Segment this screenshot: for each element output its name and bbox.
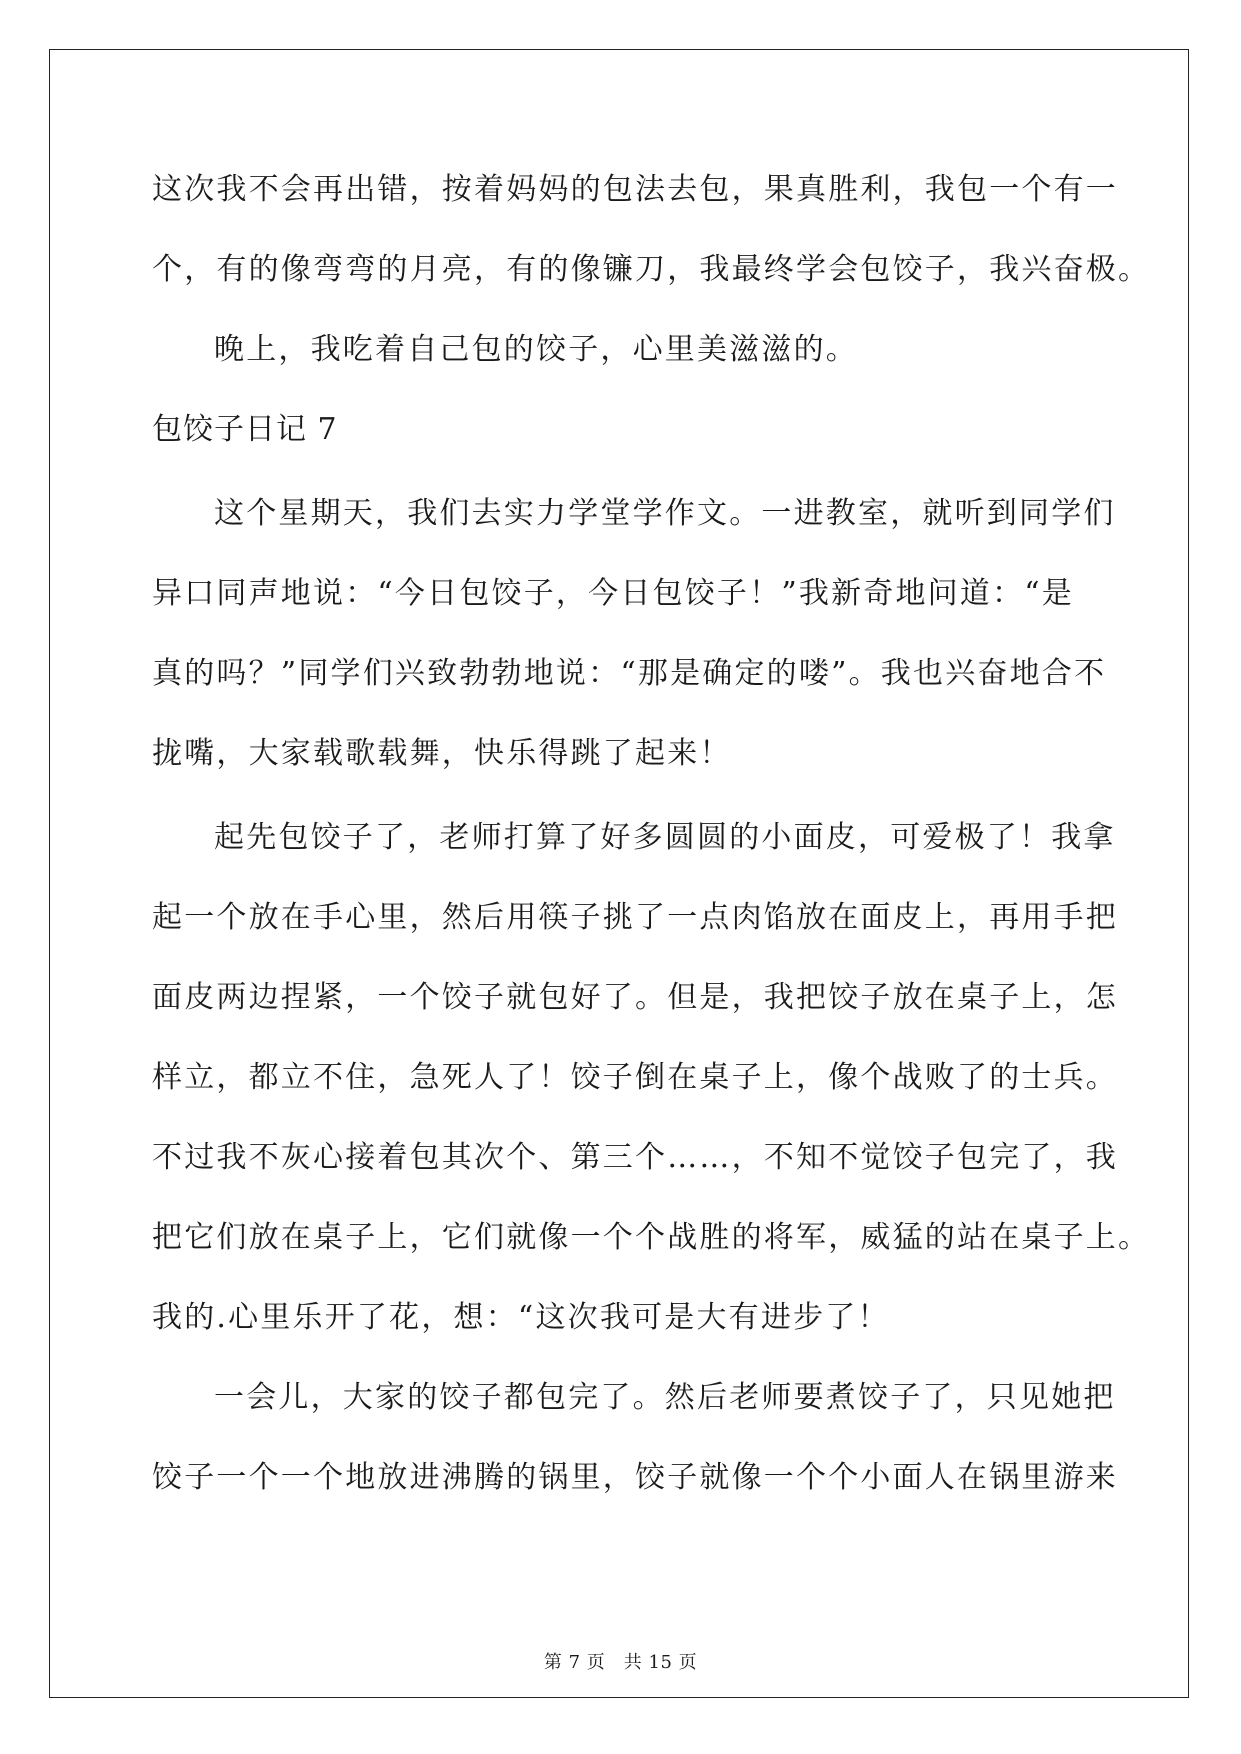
paragraph-line: 这个星期天，我们去实力学堂学作文。一进教室，就听到同学们 (214, 496, 1116, 531)
paragraph-line: 个，有的像弯弯的月亮，有的像镰刀，我最终学会包饺子，我兴奋极。 (152, 252, 1151, 287)
paragraph-line: 拢嘴，大家载歌载舞，快乐得跳了起来！ (152, 736, 732, 771)
paragraph-line: 真的吗？”同学们兴致勃勃地说：“那是确定的喽”。我也兴奋地合不 (152, 656, 1107, 691)
paragraph-line: 这次我不会再出错，按着妈妈的包法去包，果真胜利，我包一个有一 (152, 172, 1118, 207)
paragraph-line: 起先包饺子了，老师打算了好多圆圆的小面皮，可爱极了！我拿 (214, 820, 1116, 855)
paragraph-line: 面皮两边捏紧，一个饺子就包好了。但是，我把饺子放在桌子上，怎 (152, 980, 1118, 1015)
section-heading: 包饺子日记 7 (152, 412, 338, 447)
paragraph-line: 样立，都立不住，急死人了！饺子倒在桌子上，像个战败了的士兵。 (152, 1060, 1118, 1095)
paragraph-line: 晚上，我吃着自己包的饺子，心里美滋滋的。 (214, 332, 858, 367)
paragraph-line: 饺子一个一个地放进沸腾的锅里，饺子就像一个个小面人在锅里游来 (152, 1460, 1118, 1495)
paragraph-line: 我的.心里乐开了花，想：“这次我可是大有进步了！ (152, 1300, 890, 1335)
paragraph-line: 一会儿，大家的饺子都包完了。然后老师要煮饺子了，只见她把 (214, 1380, 1116, 1415)
paragraph-line: 异口同声地说：“今日包饺子，今日包饺子！”我新奇地问道：“是 (152, 576, 1075, 611)
paragraph-line: 把它们放在桌子上，它们就像一个个战胜的将军，威猛的站在桌子上。 (152, 1220, 1151, 1255)
paragraph-line: 不过我不灰心接着包其次个、第三个……，不知不觉饺子包完了，我 (152, 1140, 1118, 1175)
page-number-footer: 第 7 页 共 15 页 (543, 1652, 698, 1673)
page-border (49, 49, 1189, 1698)
paragraph-line: 起一个放在手心里，然后用筷子挑了一点肉馅放在面皮上，再用手把 (152, 900, 1118, 935)
